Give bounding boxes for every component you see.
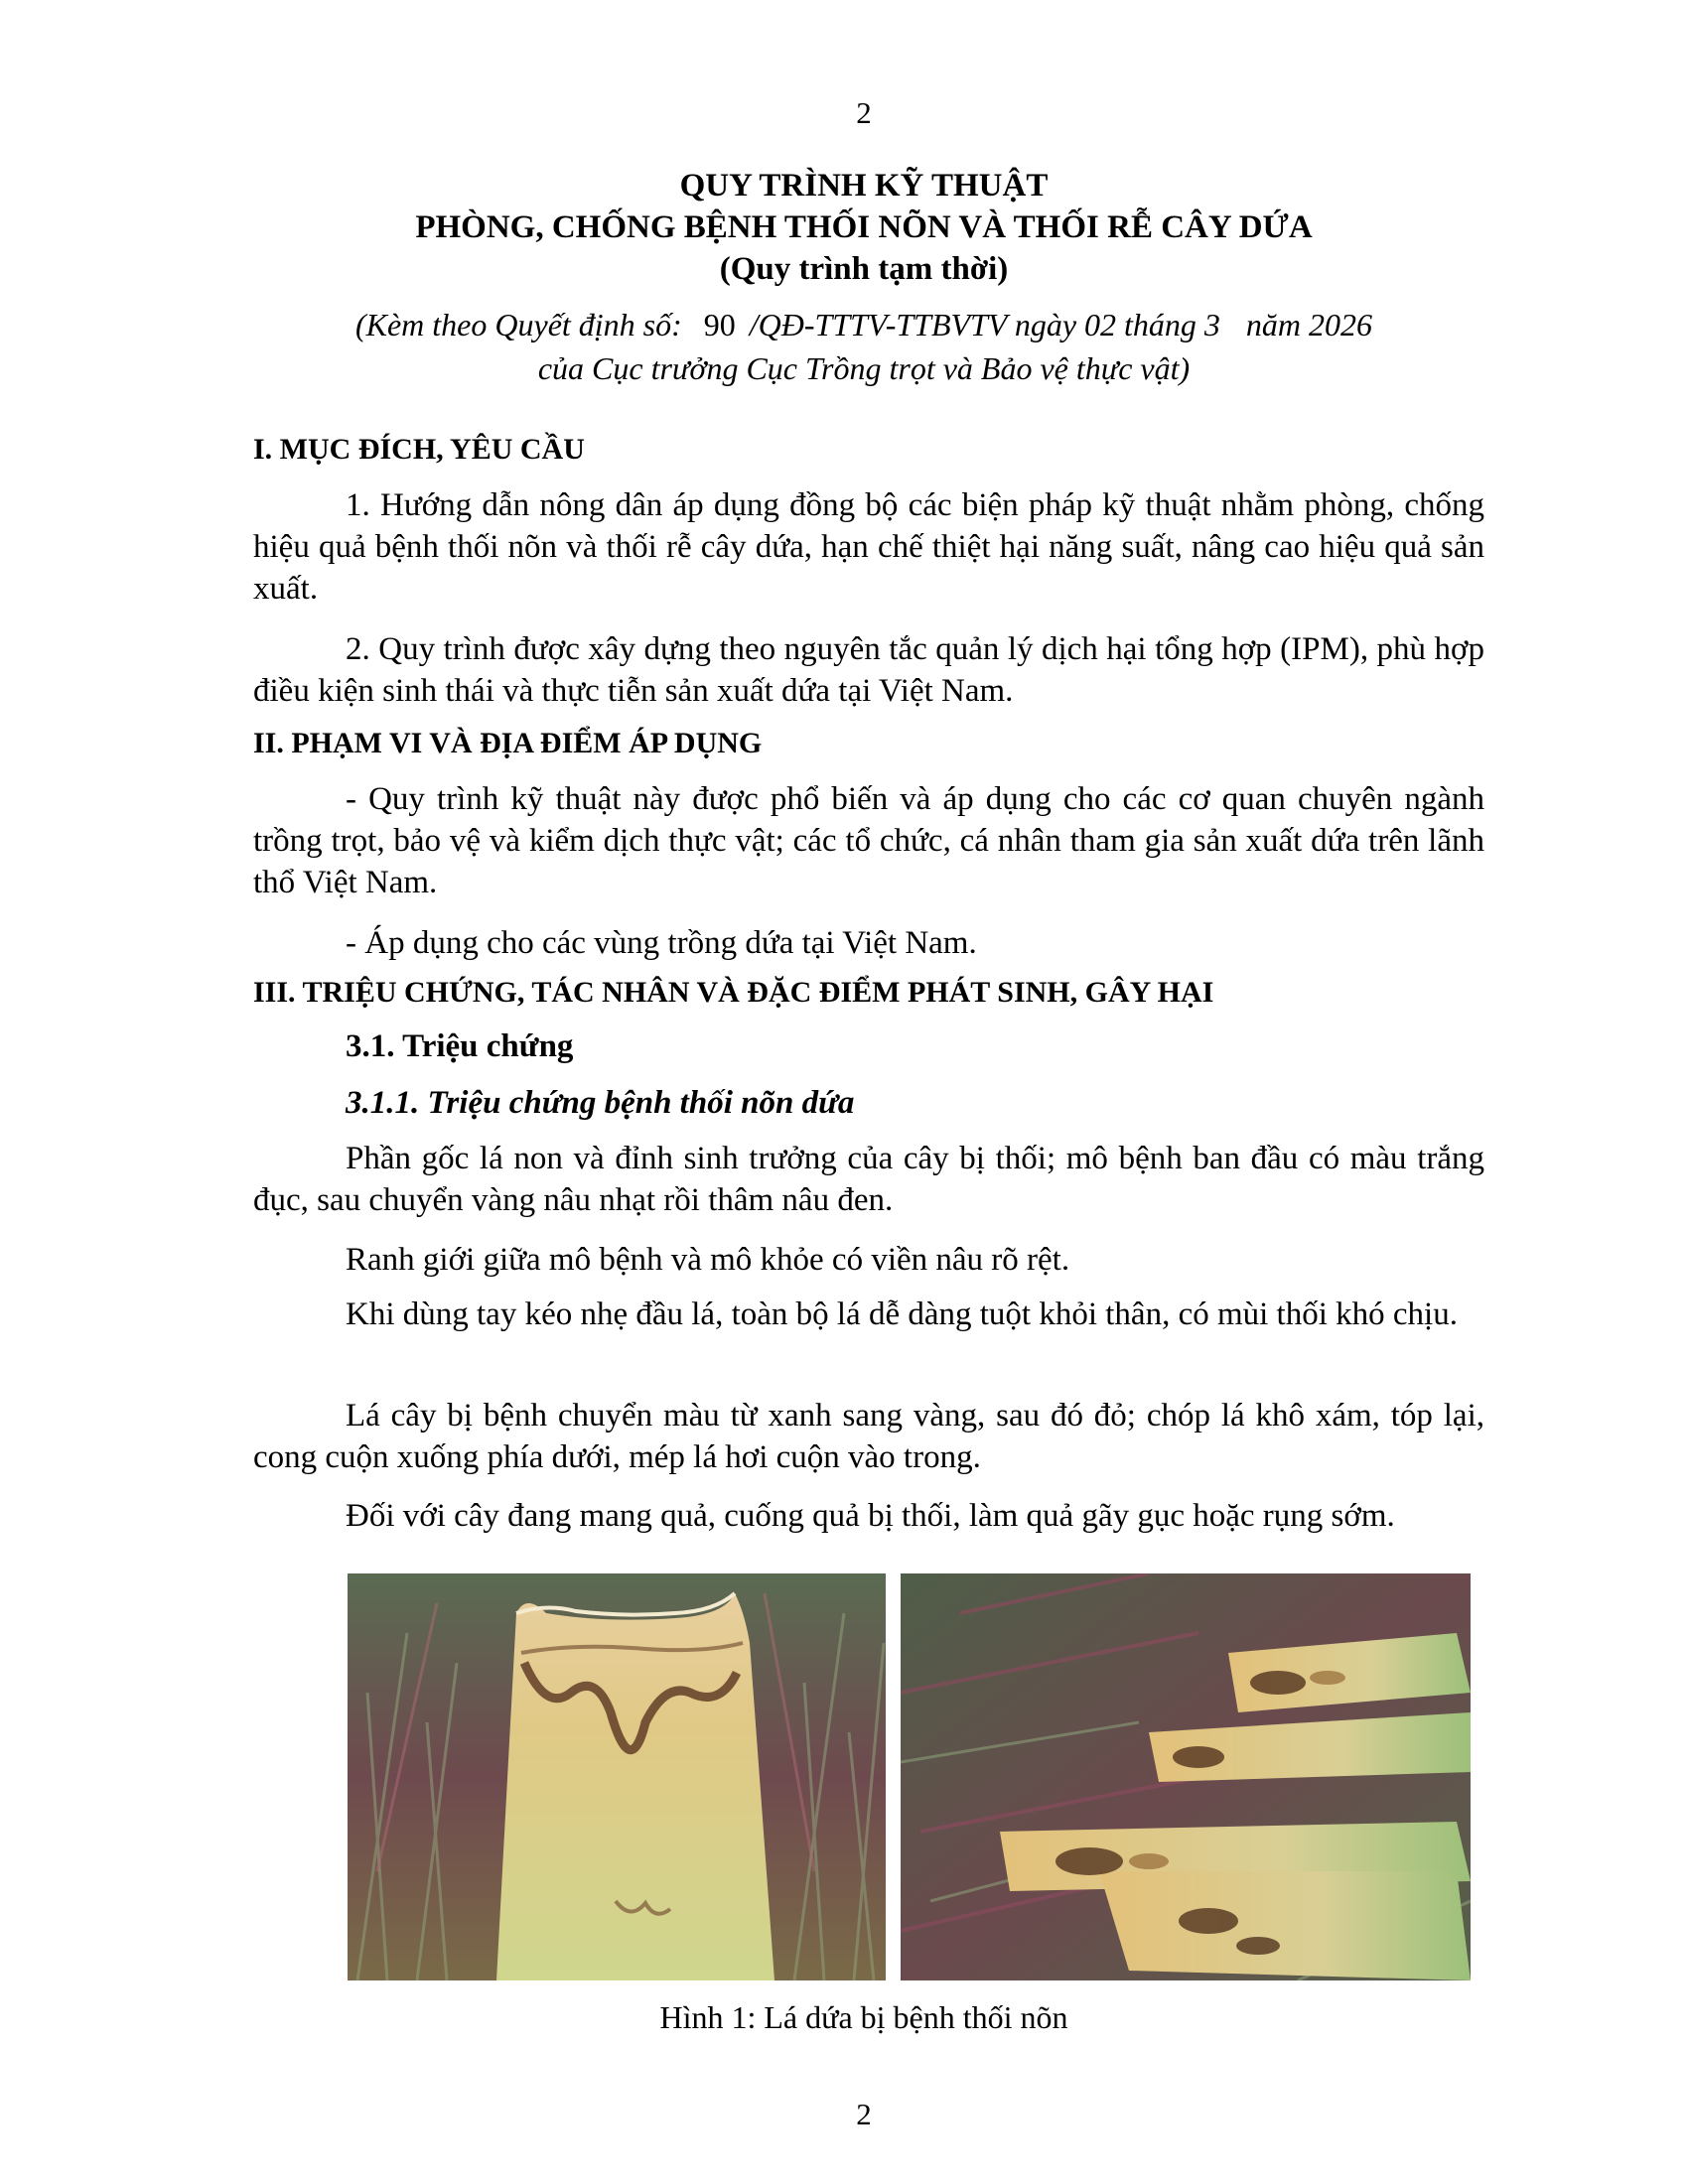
symptom-paragraph5: Đối với cây đang mang quả, cuống quả bị thối, làm quả gãy gục hoặc rụng sớm. bbox=[346, 1498, 1395, 1534]
symptom-paragraph4: Lá cây bị bệnh chuyển màu từ xanh sang vàng, sau đó đỏ; chóp lá khô xám, tóp lại, cong cuộn xuống phía dưới, mép lá hơi cuộn vào trong. bbox=[253, 1398, 1484, 1475]
page-number-top: 2 bbox=[856, 95, 872, 130]
section2-paragraph1: - Quy trình kỹ thuật này được phổ biến và áp dụng cho các cơ quan chuyên ngành trồng trọt, bảo vệ và kiểm dịch thực vật; các tổ chức, cá nhân tham gia sản xuất dứa trên lãnh thổ Việt Nam. bbox=[253, 781, 1484, 900]
symptom-paragraph2: Ranh giới giữa mô bệnh và mô khỏe có viền nâu rõ rệt. bbox=[346, 1242, 1070, 1278]
section1-paragraph2: 2. Quy trình được xây dựng theo nguyên tắc quản lý dịch hại tổng hợp (IPM), phù hợp điều kiện sinh thái và thực tiễn sản xuất dứa tại Việt Nam. bbox=[253, 631, 1484, 709]
photo-rotted-leaf-bases bbox=[901, 1573, 1471, 1980]
decision-line1 bbox=[0, 304, 1688, 345]
section1-paragraph1: 1. Hướng dẫn nông dân áp dụng đồng bộ các biện pháp kỹ thuật nhằm phòng, chống hiệu quả bệnh thối nõn và thối rễ cây dứa, hạn chế thiệt hại năng suất, nâng cao hiệu quả sản xuất. bbox=[253, 487, 1484, 607]
section3-heading: III. TRIỆU CHỨNG, TÁC NHÂN VÀ ĐẶC ĐIỂM PHÁT SINH, GÂY HẠI bbox=[253, 976, 1214, 1009]
section3-subsubheading: 3.1.1. Triệu chứng bệnh thối nõn dứa bbox=[346, 1085, 855, 1121]
decision-number: 90 bbox=[703, 307, 736, 342]
decision-line2: của Cục trưởng Cục Trồng trọt và Bảo vệ thực vật) bbox=[537, 350, 1191, 386]
section3-subheading: 3.1. Triệu chứng bbox=[346, 1028, 574, 1064]
title-line2: PHÒNG, CHỐNG BỆNH THỐI NÕN VÀ THỐI RỄ CÂY DỨA bbox=[415, 209, 1313, 245]
section2-paragraph2: - Áp dụng cho các vùng trồng dứa tại Việt Nam. bbox=[346, 925, 977, 961]
page-number-bottom: 2 bbox=[856, 2097, 872, 2131]
title-line3: (Quy trình tạm thời) bbox=[719, 251, 1009, 287]
section2-heading: II. PHẠM VI VÀ ĐỊA ĐIỂM ÁP DỤNG bbox=[253, 727, 763, 759]
decision-prefix: (Kèm theo Quyết định số: bbox=[354, 307, 682, 342]
symptom-paragraph3: Khi dùng tay kéo nhẹ đầu lá, toàn bộ lá dễ dàng tuột khỏi thân, có mùi thối khó chịu. bbox=[346, 1297, 1458, 1332]
figure-caption: Hình 1: Lá dứa bị bệnh thối nõn bbox=[659, 1999, 1068, 2035]
photo-diseased-leaf bbox=[348, 1573, 886, 1980]
title-line1: QUY TRÌNH KỸ THUẬT bbox=[679, 168, 1049, 204]
decision-code: /QĐ-TTTV-TTBVTV ngày 02 tháng 3 bbox=[749, 307, 1220, 342]
section1-heading: I. MỤC ĐÍCH, YÊU CẦU bbox=[253, 433, 585, 466]
symptom-paragraph1: Phần gốc lá non và đỉnh sinh trưởng của cây bị thối; mô bệnh ban đầu có màu trắng đục, sau chuyển vàng nâu nhạt rồi thâm nâu đen. bbox=[253, 1141, 1484, 1218]
decision-year: năm 2026 bbox=[1245, 307, 1373, 342]
